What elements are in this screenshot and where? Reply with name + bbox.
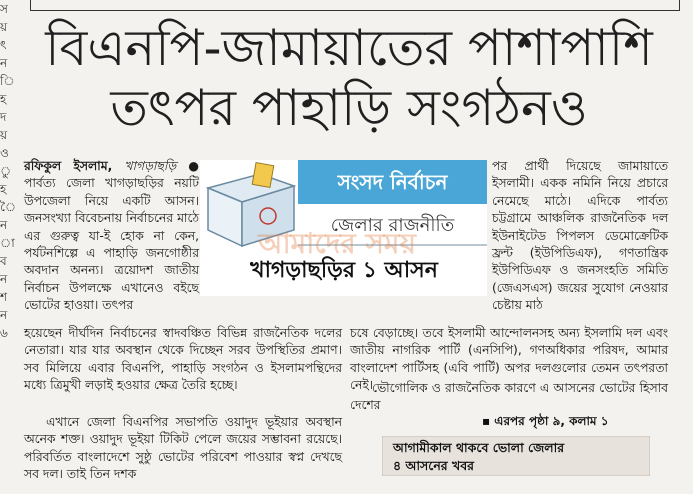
- byline-place: খাগড়াছড়ি: [124, 159, 177, 173]
- right-wide-para-2: ভৌগোলিক ও রাজনৈতিক কারণে এ আসনের ভোটের হিসাব দেশের: [350, 381, 668, 413]
- margin-char: স: [0, 2, 8, 16]
- margin-char: ব: [0, 254, 7, 268]
- margin-char: য়: [0, 128, 8, 142]
- margin-char: শ: [0, 290, 8, 304]
- election-graphic: [200, 160, 487, 296]
- watermark-logo: আমাদের সময়: [258, 227, 416, 260]
- graphic-district-politics: জেলার রাজনীতি: [298, 208, 487, 246]
- margin-char: ৬: [0, 326, 8, 340]
- margin-char: য়: [0, 20, 8, 34]
- margin-char: ন: [0, 272, 8, 286]
- margin-char: দ: [0, 110, 7, 124]
- headline-line-2: তৎপর পাহাড়ি সংগঠনও: [110, 79, 588, 137]
- margin-char: ৎ: [0, 38, 7, 52]
- margin-char: ন: [0, 218, 8, 232]
- continued-reference: ▪ এরপর পৃষ্ঠা ৯, কলাম ১: [482, 414, 609, 428]
- wide-column-para-2: এখানে জেলা বিএনপির সভাপতি ওয়াদুদ ভূইয়ার অবস্থান অনেক শক্ত। ওয়াদুদ ভূইয়া টিকিট পেলে জয়ের সম্ভাবনা রয়েছে। পরিবর্তিত বাংলাদেশে সুষ্ঠু ভোটের পরিবেশ পাওয়ার স্বপ্ন দেখছে সব দল। তাই তিন দশক: [24, 415, 342, 482]
- margin-char: হ: [0, 92, 7, 106]
- margin-char: হ: [0, 182, 7, 196]
- left-column-text: পার্বত্য জেলা খাগড়াছড়ির নয়টি উপজেলা নিয়ে একটি আসন। জনসংখ্যা বিবেচনায় নির্বাচনের মাঠে এর গুরুত্ব যা-ই হোক না কেন, পর্যটনশিল্পে এ পাহাড়ি জনগোষ্ঠীর অবদান অনন্য। ত্রয়োদশ জাতীয় নির্বাচন উপলক্ষে এখানেও বইছে ভোটের হাওয়া। তৎপর: [24, 176, 199, 313]
- margin-char: ও: [0, 146, 9, 160]
- byline-author: রফিকুল ইসলাম,: [24, 159, 113, 173]
- left-column: [24, 158, 199, 324]
- graphic-seat-title: খাগড়াছড়ির ১ আসন: [210, 250, 478, 292]
- margin-char: ি: [0, 74, 15, 88]
- promo-box: [382, 436, 650, 476]
- graphic-election-label: সংসদ নির্বাচন: [298, 160, 487, 204]
- margin-char: া: [0, 236, 15, 250]
- right-column: পর প্রার্থী দিয়েছে জামায়াতে ইসলামী। একক নমিনি নিয়ে প্রচারে নেমেছে মাঠে। এদিকে পার্বত্য চট্টগ্রামে আঞ্চলিক রাজনৈতিক দল ইউনাইটেড পিপলস ডেমোক্রেটিক ফ্রন্ট (ইউপিডিএফ), গণতান্ত্রিক ইউপিডিএফ ও জনসংহতি সমিতি (জেএসএস) জয়ের সুযোগ নেওয়ার চেষ্টায় মাঠ: [492, 159, 668, 313]
- byline: রফিকুল ইসলাম, খাগড়াছড়ি ●: [24, 159, 199, 173]
- left-margin-column: [0, 0, 17, 494]
- margin-char: ন: [0, 56, 8, 70]
- promo-line-1: আগামীকাল থাকবে ভোলা জেলার: [393, 440, 565, 455]
- headline-line-1: বিএনপি-জামায়াতের পাশাপাশি: [45, 19, 653, 77]
- right-wide-para-1: চষে বেড়াচ্ছে। তবে ইসলামী আন্দোলনসহ অন্য ইসলামি দল এবং জাতীয় নাগরিক পার্টি (এনসিপি), গণঅধিকার পরিষদ, আমার বাংলাদেশ পার্টিসহ (এবি পার্টি) অপর দলগুলোর তেমন তৎপরতা নেই।: [350, 326, 668, 393]
- margin-char: ন: [0, 308, 8, 322]
- margin-char: ু: [0, 164, 12, 178]
- headline: [24, 18, 674, 138]
- wide-column-para-1: হয়েছেন দীর্ঘদিন নির্বাচনের স্বাদবঞ্চিত বিভিন্ন রাজনৈতিক দলের নেতারা। যার যার অবস্থান থেকে দিচ্ছেন সরব উপস্থিতির প্রমাণ। সব মিলিয়ে এবার বিএনপি, পাহাড়ি সংগঠন ও ইসলামপন্থিদের মধ্যে ত্রিমুখী লড়াই হওয়ার ক্ষেত্র তৈরি হচ্ছে।: [24, 326, 342, 393]
- top-box-border: [30, 0, 680, 11]
- promo-line-2: ৪ আসনের খবর: [393, 458, 475, 473]
- ballot-box-icon: [202, 164, 298, 252]
- margin-char: ৈ: [0, 200, 17, 214]
